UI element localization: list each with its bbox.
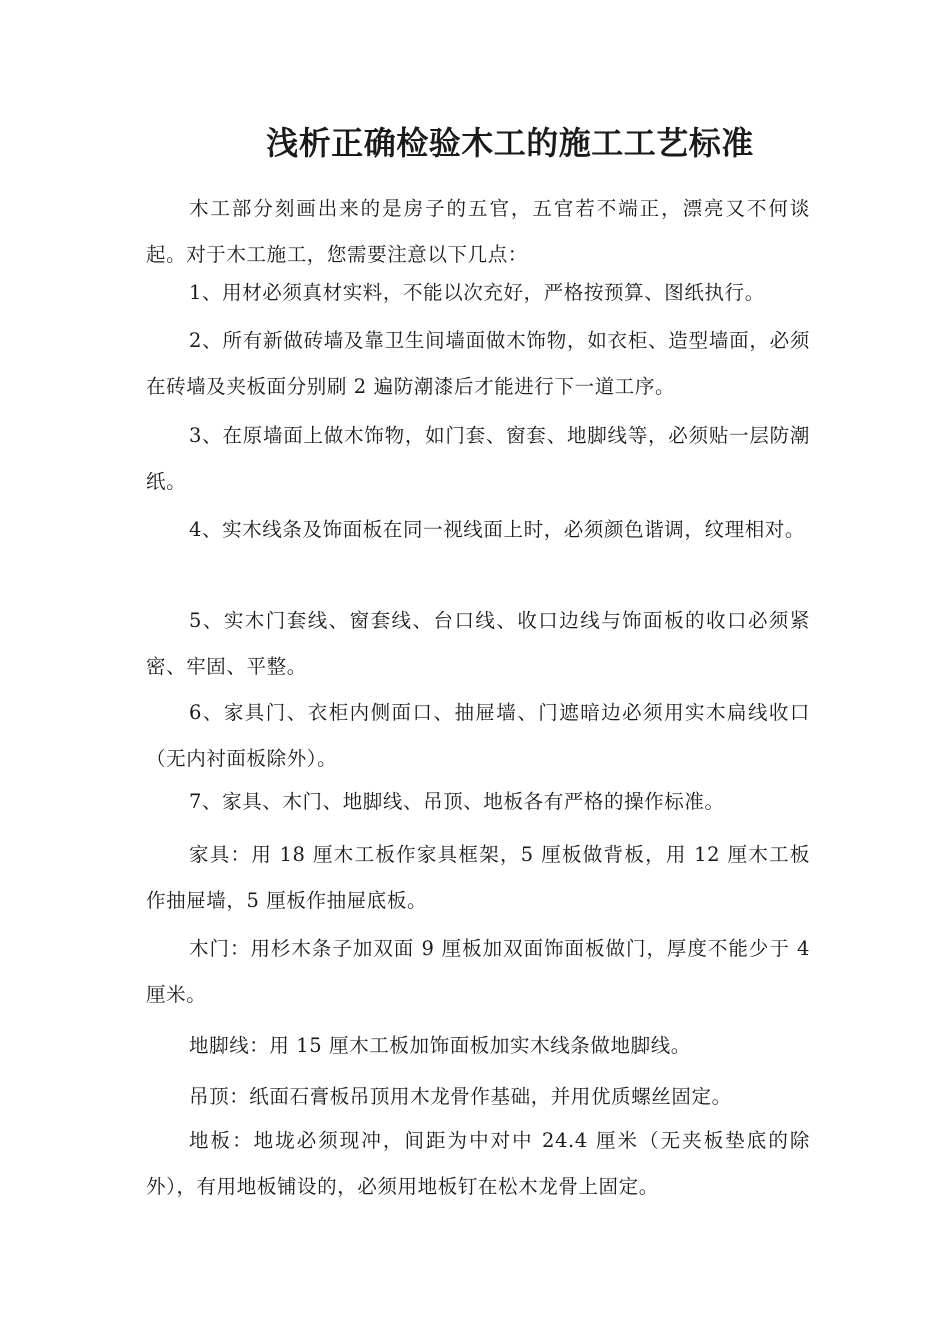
paragraph-item-4: 4、实木线条及饰面板在同一视线面上时，必须颜色谐调，纹理相对。 <box>189 518 806 541</box>
paragraph-floor: 地板：地垅必须现冲，间距为中对中 24.4 厘米（无夹板垫底的除外），有用地板铺设的，必须用地板钉在松木龙骨上固定。 <box>146 1129 810 1198</box>
paragraph-door: 木门：用杉木条子加双面 9 厘板加双面饰面板做门，厚度不能少于 4 厘米。 <box>146 937 810 1006</box>
paragraph-skirting: 地脚线：用 15 厘木工板加饰面板加实木线条做地脚线。 <box>189 1034 691 1057</box>
paragraph-ceiling: 吊顶：纸面石膏板吊顶用木龙骨作基础，并用优质螺丝固定。 <box>189 1085 732 1108</box>
paragraph-item-3: 3、在原墙面上做木饰物，如门套、窗套、地脚线等，必须贴一层防潮纸。 <box>146 424 810 493</box>
paragraph-intro: 木工部分刻画出来的是房子的五官，五官若不端正，漂亮又不何谈起。对于木工施工，您需要注意以下几点： <box>146 197 810 266</box>
document-title: 浅析正确检验木工的施工工艺标准 <box>266 124 754 162</box>
paragraph-item-1: 1、用材必须真材实料，不能以次充好，严格按预算、图纸执行。 <box>189 281 765 304</box>
paragraph-furniture: 家具：用 18 厘木工板作家具框架，5 厘板做背板，用 12 厘木工板作抽屉墙，5 厘板作抽屉底板。 <box>146 843 810 912</box>
paragraph-item-7: 7、家具、木门、地脚线、吊顶、地板各有严格的操作标准。 <box>189 790 725 813</box>
paragraph-item-6: 6、家具门、衣柜内侧面口、抽屉墙、门遮暗边必须用实木扁线收口（无内衬面板除外）。 <box>146 701 810 770</box>
paragraph-item-5: 5、实木门套线、窗套线、台口线、收口边线与饰面板的收口必须紧密、牢固、平整。 <box>146 609 810 678</box>
paragraph-item-2: 2、所有新做砖墙及靠卫生间墙面做木饰物，如衣柜、造型墙面，必须在砖墙及夹板面分别刷 2 遍防潮漆后才能进行下一道工序。 <box>146 329 810 398</box>
